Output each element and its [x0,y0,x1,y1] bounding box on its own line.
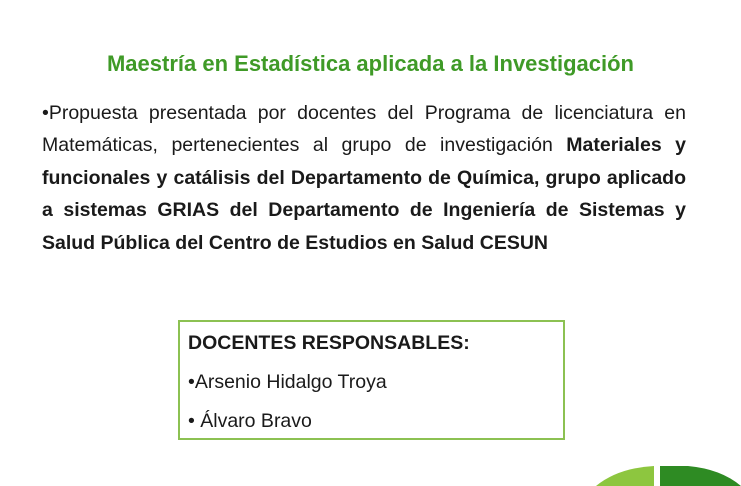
docentes-box [178,320,565,440]
logo-right-arc-icon [660,466,741,486]
paragraph-bold-text: Materiales y funcionales y catálisis del Departamento de Química, grupo aplicado a sistemas GRIAS del Departamento de Ingeniería de Sistemas y Salud Pública del Centro de Estudios en Salud CESUN [42,134,686,254]
docente-item: • Álvaro Bravo [188,410,312,432]
proposal-paragraph [42,97,686,259]
university-logo-icon [596,466,741,486]
bullet: • [42,102,49,124]
docente-item: •Arsenio Hidalgo Troya [188,371,387,393]
paragraph-intro-text: Propuesta presentada por docentes del Programa de licenciatura en Matemáticas, pertenecientes al grupo de investigación [42,102,686,157]
slide-title: Maestría en Estadística aplicada a la Investigación [106,51,634,76]
docentes-heading: DOCENTES RESPONSABLES: [188,332,470,354]
logo-left-arc-icon [596,466,654,486]
